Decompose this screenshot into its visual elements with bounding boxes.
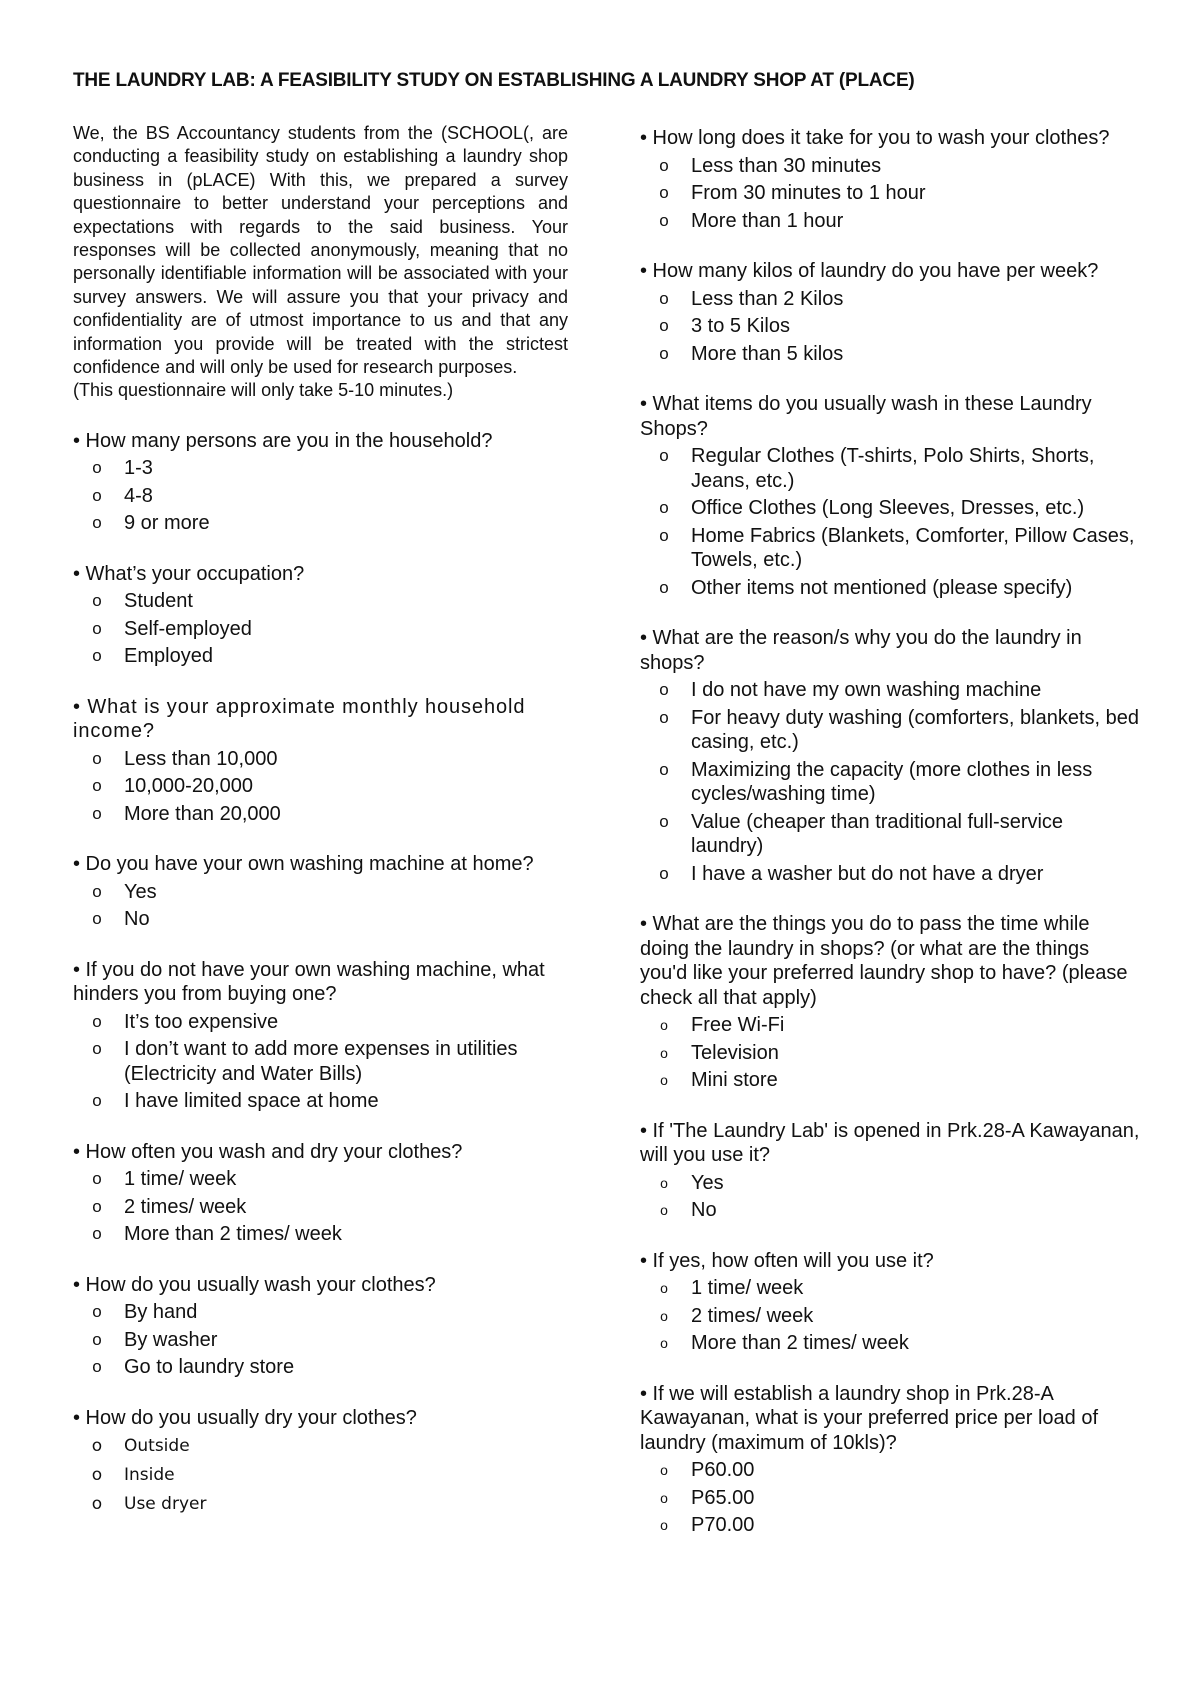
option-label: Less than 10,000	[124, 747, 278, 770]
option-item[interactable]	[73, 1167, 568, 1192]
circle-bullet-icon: o	[660, 1462, 668, 1478]
circle-bullet-icon: o	[92, 646, 102, 666]
option-item[interactable]	[73, 907, 568, 932]
option-label: Office Clothes (Long Sleeves, Dresses, etc.)	[691, 497, 1085, 519]
option-item[interactable]	[640, 1068, 1140, 1093]
option-label: Yes	[124, 880, 157, 903]
question-income	[73, 695, 568, 827]
option-list	[640, 1458, 1140, 1538]
option-item[interactable]	[640, 1304, 1140, 1329]
option-label: Regular Clothes (T-shirts, Polo Shirts, Shorts, Jeans, etc.)	[691, 445, 1095, 492]
option-item[interactable]	[640, 1458, 1140, 1483]
circle-bullet-icon: o	[659, 863, 669, 883]
circle-bullet-icon: o	[92, 748, 102, 768]
circle-bullet-icon: o	[659, 343, 669, 363]
option-item[interactable]	[640, 342, 1140, 367]
option-item[interactable]	[640, 524, 1140, 573]
option-list	[640, 287, 1140, 367]
option-label: More than 1 hour	[691, 209, 844, 232]
circle-bullet-icon: o	[659, 183, 669, 202]
question-text: • How long does it take for you to wash your clothes?	[640, 127, 1110, 149]
circle-bullet-icon: o	[660, 1335, 668, 1351]
option-label: I have limited space at home	[124, 1090, 379, 1113]
circle-bullet-icon: o	[92, 881, 102, 901]
circle-bullet-icon: o	[92, 803, 102, 823]
option-item[interactable]	[640, 154, 1140, 179]
question-dry-method	[73, 1406, 568, 1518]
option-item[interactable]	[640, 1513, 1140, 1538]
option-list	[640, 1276, 1140, 1356]
option-item[interactable]	[73, 1037, 568, 1086]
circle-bullet-icon: o	[92, 1196, 102, 1216]
option-list	[73, 747, 568, 827]
question-use-frequency	[640, 1249, 1140, 1356]
option-item[interactable]	[73, 1195, 568, 1220]
option-item[interactable]	[640, 1486, 1140, 1511]
option-item[interactable]	[73, 1300, 568, 1325]
option-label: I have a washer but do not have a dryer	[691, 862, 1044, 885]
option-label: More than 2 times/ week	[124, 1223, 342, 1246]
option-label: From 30 minutes to 1 hour	[691, 182, 926, 204]
question-text: • If 'The Laundry Lab' is opened in Prk.28-A Kawayanan, will you use it?	[640, 1119, 1140, 1166]
option-item[interactable]	[640, 1041, 1140, 1066]
option-list	[73, 1167, 568, 1247]
circle-bullet-icon: o	[660, 1517, 668, 1533]
option-item[interactable]	[640, 706, 1140, 755]
option-label: Other items not mentioned (please specify)	[691, 576, 1073, 599]
question-laundry-kilos	[640, 259, 1140, 366]
question-text: • What are the reason/s why you do the laundry in shops?	[640, 627, 1082, 674]
circle-bullet-icon: o	[92, 1224, 102, 1244]
circle-bullet-icon: o	[91, 1436, 103, 1457]
question-shop-reasons	[640, 626, 1140, 886]
option-list	[73, 589, 568, 669]
option-label: Value (cheaper than traditional full-service laundry)	[691, 810, 1064, 857]
option-list	[73, 1010, 568, 1114]
question-wash-frequency	[73, 1140, 568, 1247]
option-label: More than 2 times/ week	[691, 1332, 909, 1354]
circle-bullet-icon: o	[92, 513, 102, 533]
option-list	[73, 1433, 568, 1517]
option-list	[640, 678, 1140, 886]
option-label: It’s too expensive	[124, 1010, 279, 1033]
question-washing-machine	[73, 852, 568, 932]
circle-bullet-icon: o	[92, 1357, 102, 1377]
circle-bullet-icon: o	[660, 1202, 668, 1218]
circle-bullet-icon: o	[659, 210, 669, 230]
option-item[interactable]	[73, 456, 568, 481]
question-text: • What items do you usually wash in these Laundry Shops?	[640, 393, 1092, 440]
option-label: 9 or more	[124, 512, 210, 535]
option-list	[640, 444, 1140, 600]
option-list	[640, 1171, 1140, 1223]
circle-bullet-icon: o	[659, 288, 669, 308]
question-text: • If you do not have your own washing machine, what hinders you from buying one?	[73, 958, 545, 1006]
option-item[interactable]	[73, 644, 568, 669]
option-item[interactable]	[640, 810, 1140, 859]
option-item[interactable]	[640, 181, 1140, 206]
circle-bullet-icon: o	[659, 525, 669, 545]
question-wash-items	[640, 392, 1140, 600]
circle-bullet-icon: o	[659, 155, 669, 175]
option-label: P65.00	[691, 1486, 755, 1509]
question-text: • How do you usually dry your clothes?	[73, 1406, 417, 1429]
question-text: • Do you have your own washing machine at home?	[73, 853, 534, 876]
circle-bullet-icon: o	[659, 680, 669, 699]
option-label: No	[691, 1199, 717, 1221]
circle-bullet-icon: o	[92, 591, 102, 611]
circle-bullet-icon: o	[92, 1329, 102, 1349]
option-list	[640, 1013, 1140, 1093]
option-label: I don’t want to add more expenses in utilities (Electricity and Water Bills)	[124, 1038, 518, 1085]
left-column	[73, 122, 568, 1543]
option-item[interactable]	[640, 496, 1140, 521]
option-item[interactable]	[73, 1222, 568, 1247]
question-pass-time	[640, 912, 1140, 1093]
circle-bullet-icon: o	[660, 1017, 668, 1033]
option-item[interactable]	[73, 511, 568, 536]
circle-bullet-icon: o	[92, 485, 102, 505]
circle-bullet-icon: o	[659, 498, 669, 517]
option-label: Self-employed	[124, 617, 252, 640]
circle-bullet-icon: o	[92, 1039, 102, 1059]
question-wash-duration	[640, 126, 1140, 233]
question-buying-hindrance	[73, 958, 568, 1114]
option-item[interactable]	[73, 617, 568, 642]
circle-bullet-icon: o	[91, 1465, 103, 1486]
option-label: Student	[124, 590, 193, 613]
option-item[interactable]	[640, 1331, 1140, 1356]
circle-bullet-icon: o	[92, 1011, 102, 1031]
option-item[interactable]	[73, 1089, 568, 1114]
intro-paragraph: We, the BS Accountancy students from the (SCHOOL(, are conducting a feasibility study on establishing a laundry shop business in (pLACE) With this, we prepared a survey questionnaire to better understand your perceptions and expectations with regards to the said business. Your responses will be collected anonymously, meaning that no personally identifiable information will be associated with your survey answers. We will assure you that your privacy and confidentiality are of utmost importance to us and that any information you provide will be treated with the strictest confidence and will only be used for research purposes.	[73, 123, 568, 378]
option-label: 1 time/ week	[124, 1168, 237, 1191]
circle-bullet-icon: o	[660, 1280, 668, 1296]
option-item[interactable]	[640, 1198, 1140, 1223]
question-text: • How do you usually wash your clothes?	[73, 1273, 436, 1296]
option-item[interactable]	[640, 1013, 1140, 1038]
question-occupation	[73, 562, 568, 669]
circle-bullet-icon: o	[660, 1307, 668, 1324]
option-label: 3 to 5 Kilos	[691, 315, 790, 337]
option-item[interactable]	[640, 314, 1140, 339]
option-label: Yes	[691, 1171, 724, 1194]
option-item[interactable]	[73, 1491, 568, 1517]
circle-bullet-icon: o	[92, 909, 102, 929]
option-list	[73, 880, 568, 932]
circle-bullet-icon: o	[659, 759, 669, 779]
question-household-size	[73, 429, 568, 536]
option-label: No	[124, 908, 150, 931]
option-label: 1-3	[124, 457, 153, 480]
option-label: More than 20,000	[124, 802, 281, 825]
option-label: 2 times/ week	[124, 1195, 247, 1218]
option-item[interactable]	[640, 862, 1140, 887]
option-label: 10,000-20,000	[124, 775, 254, 798]
question-text: • If we will establish a laundry shop in Prk.28-A Kawayanan, what is your preferred price per load of laundry (maximum of 10kls)?	[640, 1382, 1099, 1454]
option-label: Mini store	[691, 1069, 778, 1091]
option-label: Television	[691, 1041, 779, 1064]
option-label: Outside	[124, 1436, 190, 1457]
option-item[interactable]	[73, 1010, 568, 1035]
circle-bullet-icon: o	[660, 1489, 668, 1506]
question-preferred-price	[640, 1382, 1140, 1538]
option-item[interactable]	[73, 747, 568, 772]
question-text: • How many kilos of laundry do you have per week?	[640, 260, 1099, 282]
option-item[interactable]	[640, 576, 1140, 601]
option-label: Go to laundry store	[124, 1356, 295, 1379]
option-item[interactable]	[73, 774, 568, 799]
question-text: • How many persons are you in the household?	[73, 429, 493, 452]
option-item[interactable]	[640, 287, 1140, 312]
circle-bullet-icon: o	[660, 1174, 668, 1191]
option-item[interactable]	[73, 1462, 568, 1488]
option-label: P60.00	[691, 1459, 755, 1481]
option-list	[73, 1300, 568, 1380]
option-label: P70.00	[691, 1514, 755, 1536]
option-label: For heavy duty washing (comforters, blankets, bed casing, etc.)	[691, 706, 1139, 753]
question-text: • If yes, how often will you use it?	[640, 1249, 934, 1272]
option-label: 2 times/ week	[691, 1304, 814, 1327]
option-item[interactable]	[73, 1433, 568, 1459]
option-label: More than 5 kilos	[691, 342, 844, 365]
option-item[interactable]	[73, 1328, 568, 1353]
circle-bullet-icon: o	[659, 707, 669, 727]
option-label: 4-8	[124, 484, 153, 507]
option-item[interactable]	[640, 1171, 1140, 1196]
option-item[interactable]	[73, 802, 568, 827]
circle-bullet-icon: o	[659, 577, 669, 597]
option-label: Home Fabrics (Blankets, Comforter, Pillow Cases, Towels, etc.)	[691, 524, 1135, 571]
circle-bullet-icon: o	[92, 618, 102, 638]
question-text: • What’s your occupation?	[73, 562, 305, 585]
circle-bullet-icon: o	[92, 1169, 102, 1189]
option-list	[73, 456, 568, 536]
circle-bullet-icon: o	[659, 316, 669, 335]
option-list	[640, 154, 1140, 234]
circle-bullet-icon: o	[92, 1091, 102, 1111]
option-label: Less than 30 minutes	[691, 154, 882, 177]
option-item[interactable]	[640, 1276, 1140, 1301]
option-item[interactable]	[73, 1355, 568, 1380]
question-text: • What are the things you do to pass the time while doing the laundry in shops? (or what are the things you'd like your preferred laundry shop to have? (please check all that apply)	[640, 913, 1128, 1009]
option-item[interactable]	[640, 758, 1140, 807]
option-label: Free Wi-Fi	[691, 1014, 785, 1036]
option-item[interactable]	[73, 484, 568, 509]
option-label: Inside	[124, 1465, 175, 1486]
question-wash-method	[73, 1273, 568, 1380]
right-column	[640, 126, 1140, 1564]
option-label: I do not have my own washing machine	[691, 679, 1042, 701]
option-label: 1 time/ week	[691, 1277, 804, 1299]
option-label: Use dryer	[124, 1494, 207, 1515]
question-will-use	[640, 1119, 1140, 1223]
circle-bullet-icon: o	[91, 1494, 103, 1515]
option-item[interactable]	[73, 589, 568, 614]
option-item[interactable]	[640, 209, 1140, 234]
option-item[interactable]	[640, 678, 1140, 703]
circle-bullet-icon: o	[659, 446, 669, 465]
circle-bullet-icon: o	[660, 1072, 668, 1088]
circle-bullet-icon: o	[92, 776, 102, 796]
circle-bullet-icon: o	[92, 458, 102, 478]
question-text: • How often you wash and dry your clothes?	[73, 1140, 463, 1163]
circle-bullet-icon: o	[660, 1044, 668, 1061]
option-label: Maximizing the capacity (more clothes in less cycles/washing time)	[691, 758, 1093, 805]
option-label: By hand	[124, 1301, 198, 1324]
intro-note: (This questionnaire will only take 5-10 minutes.)	[73, 380, 454, 401]
page-title: THE LAUNDRY LAB: A FEASIBILITY STUDY ON ESTABLISHING A LAUNDRY SHOP AT (PLACE)	[73, 70, 915, 91]
circle-bullet-icon: o	[92, 1302, 102, 1322]
question-text: • What is your approximate monthly household income?	[73, 695, 526, 743]
option-label: By washer	[124, 1328, 218, 1351]
option-label: Employed	[124, 645, 213, 668]
option-item[interactable]	[640, 444, 1140, 493]
option-label: Less than 2 Kilos	[691, 287, 844, 310]
option-item[interactable]	[73, 880, 568, 905]
circle-bullet-icon: o	[659, 811, 669, 831]
